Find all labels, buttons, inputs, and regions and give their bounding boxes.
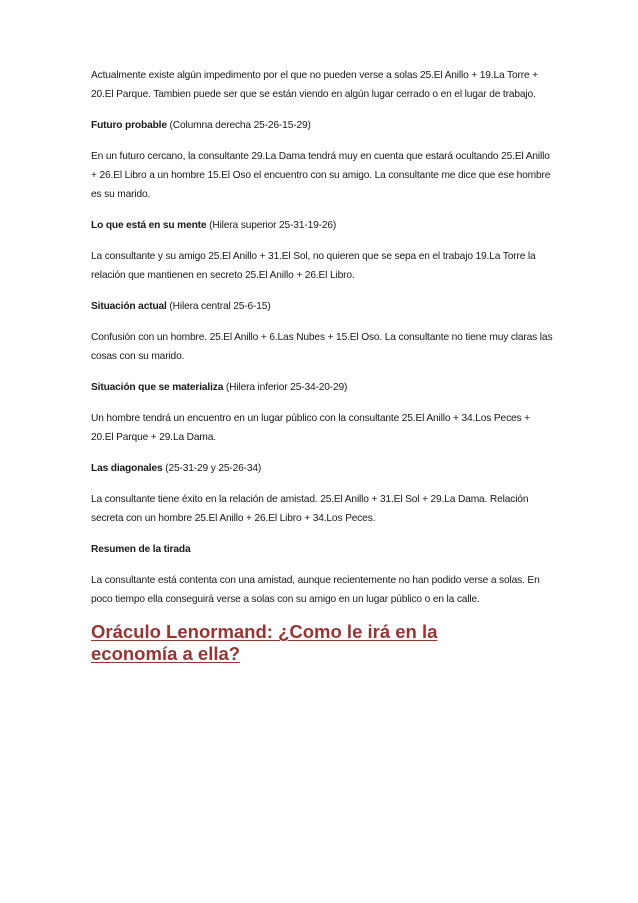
section-detail: (Columna derecha 25-26-15-29) xyxy=(166,120,311,131)
section-heading: Lo que está en su mente xyxy=(91,220,207,231)
section-detail: (25-31-29 y 25-26-34) xyxy=(162,463,262,474)
section-heading: Futuro probable xyxy=(91,120,167,131)
section-title-las-diagonales xyxy=(91,459,553,478)
section-title-futuro-probable xyxy=(91,116,553,135)
section-title-situacion-que-se-materializa xyxy=(91,378,553,397)
section-body-lo-que-esta-en-su-mente: La consultante y su amigo 25.El Anillo + 31.El Sol, no quieren que se sepa en el trabajo 19.La Torre la relación que mantienen en secreto 25.El Anillo + 26.El Libro. xyxy=(91,251,536,281)
document-page xyxy=(91,66,553,665)
section-title-situacion-actual xyxy=(91,297,553,316)
section-title-resumen-de-la-tirada xyxy=(91,540,553,559)
intro-paragraph: Actualmente existe algún impedimento por el que no pueden verse a solas 25.El Anillo + 19.La Torre + 20.El Parque. Tambien puede ser que se están viendo en algún lugar cerrado o en el lugar de trabajo. xyxy=(91,70,538,100)
section-heading: Situación que se materializa xyxy=(91,382,224,393)
section-heading: Situación actual xyxy=(91,301,167,312)
section-detail: (Hilera central 25-6-15) xyxy=(166,301,271,312)
section-detail: (Hilera superior 25-31-19-26) xyxy=(206,220,337,231)
section-heading: Resumen de la tirada xyxy=(91,544,191,555)
section-title-lo-que-esta-en-su-mente xyxy=(91,216,553,235)
section-heading: Las diagonales xyxy=(91,463,163,474)
section-body-las-diagonales: La consultante tiene éxito en la relación de amistad. 25.El Anillo + 31.El Sol + 29.La Dama. Relación secreta con un hombre 25.El Anillo + 26.El Libro + 34.Los Peces. xyxy=(91,494,529,524)
section-detail: (Hilera inferior 25-34-20-29) xyxy=(223,382,348,393)
section-body-futuro-probable: En un futuro cercano, la consultante 29.La Dama tendrá muy en cuenta que estará ocultando 25.El Anillo + 26.El Libro a un hombre 15.El Oso el encuentro con su amigo. La consultante me dice que ese hombre es su marido. xyxy=(91,151,551,200)
link-heading-oraculo-lenormand[interactable]: Oráculo Lenormand: ¿Como le irá en la economía a ella? xyxy=(91,621,438,664)
section-body-resumen-de-la-tirada: La consultante está contenta con una amistad, aunque recientemente no han podido verse a solas. En poco tiempo ella conseguirá verse a solas con su amigo en un lugar público o en la calle. xyxy=(91,575,540,605)
section-body-situacion-actual: Confusión con un hombre. 25.El Anillo + 6.Las Nubes + 15.El Oso. La consultante no tiene muy claras las cosas con su marido. xyxy=(91,332,553,362)
section-body-situacion-que-se-materializa: Un hombre tendrá un encuentro en un lugar público con la consultante 25.El Anillo + 34.Los Peces + 20.El Parque + 29.La Dama. xyxy=(91,413,530,443)
